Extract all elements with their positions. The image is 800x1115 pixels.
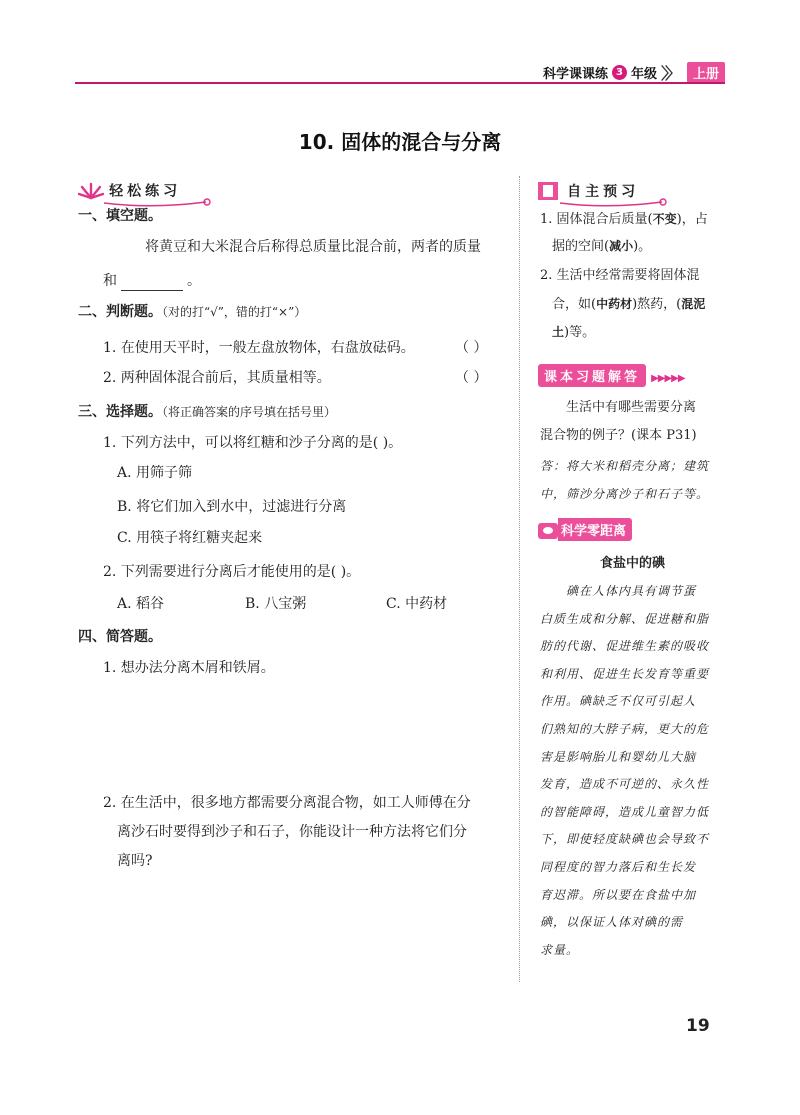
q3-item-2-option-c: C. 中药材: [386, 596, 448, 612]
q2-item-2-bracket[interactable]: （ ）: [455, 370, 488, 386]
q1-text-line2: [103, 271, 201, 291]
p1-text-end: )，占: [676, 212, 708, 227]
sunburst-icon: [78, 181, 104, 201]
article-line: 白质生成和分解、促进糖和脂: [540, 611, 710, 626]
section-easy-practice: [78, 180, 181, 201]
answer-blank[interactable]: [121, 276, 183, 291]
q4-item-1: 1. 想办法分离木屑和铁屑。: [103, 660, 275, 676]
preview-2-line3: [552, 322, 595, 343]
p1-answer: 不变: [652, 212, 677, 226]
article-line: 作用。碘缺乏不仅可引起人: [540, 694, 697, 709]
q3-item-2-option-a: A. 稻谷: [117, 596, 165, 612]
answer-label: 课本习题解答: [538, 364, 646, 387]
header-rule: [75, 82, 725, 84]
answer-line1: 答：将大米和稻壳分离；建筑: [540, 459, 710, 473]
preview-2-line2: [552, 294, 705, 315]
p1-text2: 据的空间(: [552, 239, 610, 254]
article-line: 育迟滞。所以要在食盐中加: [540, 887, 697, 902]
article-line: 同程度的智力落后和生长发: [540, 859, 697, 874]
p1-text: 1. 固体混合后质量(: [540, 212, 653, 227]
article-line: 下，即使轻度缺碘也会导致不: [540, 832, 710, 847]
p2-answer: 中药材: [596, 297, 633, 311]
double-chevron-icon: 〉〉: [660, 63, 677, 83]
page-header: [543, 62, 725, 82]
article-title: 食盐中的碘: [600, 556, 666, 571]
q3-note: （将正确答案的序号填在括号里）: [162, 405, 337, 419]
q1-heading: 一、填空题。: [78, 208, 162, 224]
article-line: 求量。: [540, 942, 580, 957]
preview-1-line1: [540, 209, 708, 230]
column-divider: [519, 176, 520, 982]
book-icon: [538, 182, 558, 200]
answer-line2: 中，筛沙分离沙子和石子等。: [540, 487, 710, 501]
preview-2-line1: 2. 生活中经常需要将固体混: [540, 268, 700, 283]
page-title: 10. 固体的混合与分离: [298, 130, 502, 154]
article-body: [540, 578, 712, 964]
term-badge: 上册: [687, 62, 725, 83]
q4-item-2-line1: 2. 在生活中，很多地方都需要分离混合物，如工人师傅在分: [103, 795, 471, 811]
q4-item-2-line3: 离吗?: [117, 853, 153, 869]
section-self-preview: [538, 180, 639, 201]
q3-item-2-option-b: B. 八宝粥: [245, 596, 307, 612]
arrow-icons: ▶▶▶▶▶: [651, 373, 685, 384]
q3-item-1-option-c: C. 用筷子将红糖夹起来: [117, 530, 263, 546]
article-line: 肪的代谢、促进维生素的吸收: [540, 639, 710, 654]
article-line: 碘在人体内具有调节蛋: [566, 584, 697, 598]
article-line: 的智能障碍，造成儿童智力低: [540, 804, 710, 819]
q3-item-1: 1. 下列方法中，可以将红糖和沙子分离的是( )。: [103, 435, 403, 451]
textbook-answers-banner: [538, 364, 685, 387]
article-line: 发育，造成不可逆的、永久性: [540, 777, 710, 792]
q1-period: 。: [187, 273, 201, 289]
section-label: 轻松练习: [109, 183, 182, 200]
p2-text-end: )等。: [564, 325, 596, 340]
q3-item-1-option-b: B. 将它们加入到水中，过滤进行分离: [117, 499, 347, 515]
science-label: 科学零距离: [558, 518, 632, 541]
p2-answer2: 混泥: [681, 297, 706, 311]
science-banner: [538, 518, 632, 541]
article-line: 害是影响胎儿和婴幼儿大脑: [540, 749, 697, 764]
q1-text-and: 和: [103, 273, 117, 289]
q2-item-2: 2. 两种固体混合前后，其质量相等。: [103, 370, 331, 386]
answer-question-line1: 生活中有哪些需要分离: [566, 400, 697, 415]
grade-label: 年级: [630, 66, 657, 82]
article-line: 们熟知的大脖子病，更大的危: [540, 721, 710, 736]
swoosh-underline-2: [558, 196, 668, 210]
q2-title: 二、判断题。: [78, 304, 162, 320]
answer-question-line2: 混合物的例子？(课本 P31): [540, 428, 697, 443]
q4-heading: 四、简答题。: [78, 629, 162, 645]
q4-item-2-line2: 离沙石时要得到沙子和石子，你能设计一种方法将它们分: [117, 824, 467, 840]
q1-text-line1: 将黄豆和大米混合后称得总质量比混合前，两者的质量: [145, 239, 481, 255]
grade-number-badge: 3: [612, 65, 627, 80]
p2-answer2-end: 土: [552, 325, 565, 339]
p2-text: 合，如(: [552, 297, 597, 312]
p1-answer2: 减小: [609, 239, 634, 253]
preview-1-line2: [552, 236, 651, 257]
article-line: 碘，以保证人体对碘的需: [540, 915, 684, 930]
p1-text2-end: )。: [633, 239, 652, 254]
q2-note: （对的打“√”，错的打“×”）: [162, 305, 307, 319]
q2-heading: [78, 302, 306, 322]
article-line: 和利用、促进生长发育等重要: [540, 666, 710, 681]
page-number: 19: [686, 1016, 710, 1036]
q3-title: 三、选择题。: [78, 404, 162, 420]
q3-heading: [78, 402, 336, 422]
q3-item-1-option-a: A. 用筛子筛: [117, 465, 193, 481]
q2-item-1-bracket[interactable]: （ ）: [455, 340, 488, 356]
preview-label: 自主预习: [567, 183, 640, 200]
q3-item-2: 2. 下列需要进行分离后才能使用的是( )。: [103, 564, 361, 580]
p2-text-mid: )熬药，(: [632, 297, 682, 312]
heart-gem-icon: [538, 523, 558, 539]
book-title: 科学课课练: [542, 66, 608, 82]
q2-item-1: 1. 在使用天平时，一般左盘放物体，右盘放砝码。: [103, 340, 415, 356]
